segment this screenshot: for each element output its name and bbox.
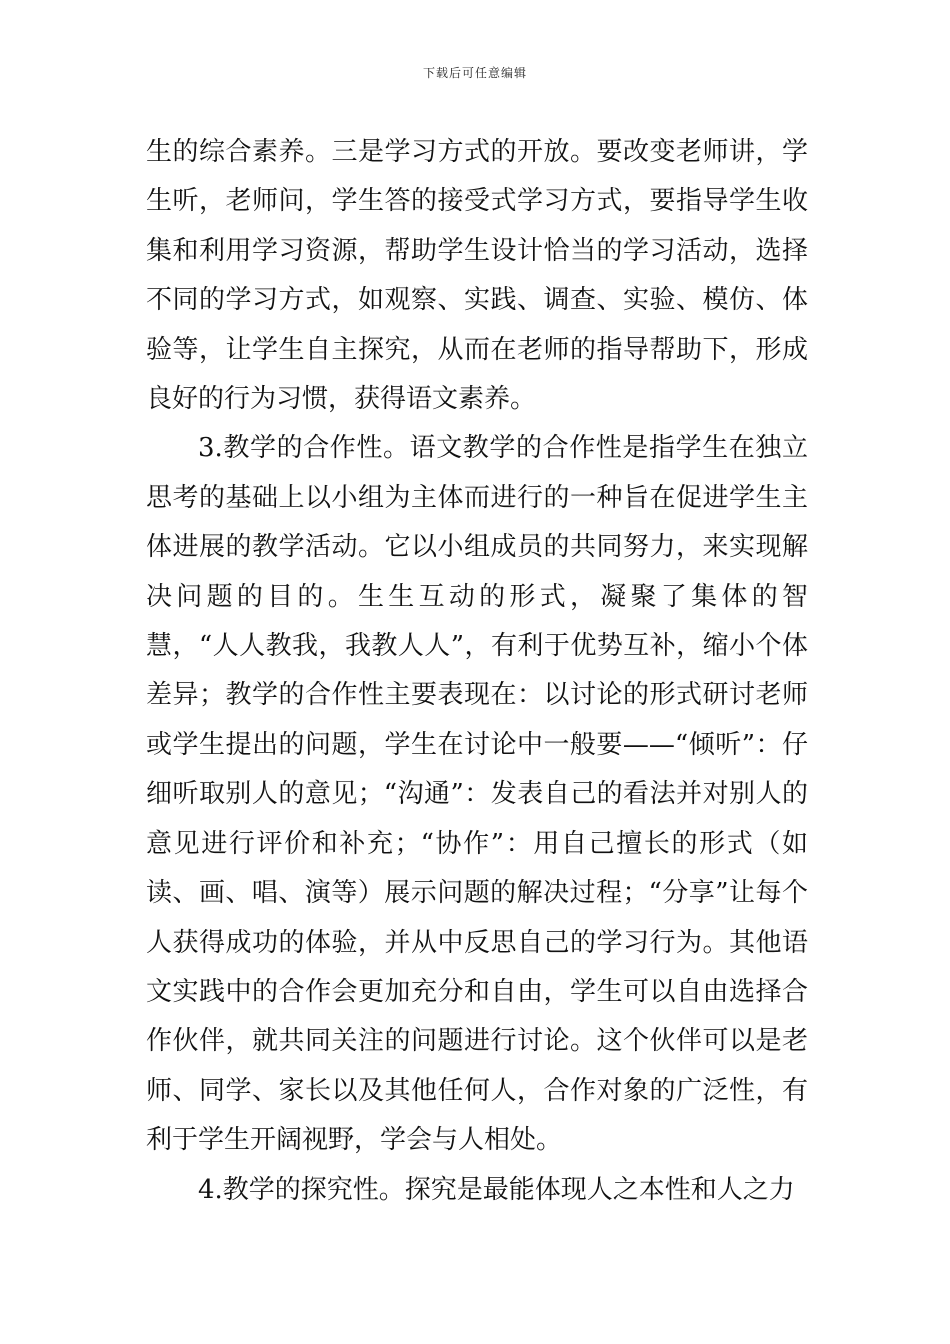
paragraph-continuation: 生的综合素养。三是学习方式的开放。要改变老师讲，学生听，老师问，学生答的接受式学习方式，要指导学生收集和利用学习资源，帮助学生设计恰当的学习活动，选择不同的学习方式，如观察、实践、调查、实验、模仿、体验等，让学生自主探究，从而在老师的指导帮助下，形成良好的行为习惯，获得语文素养。: [146, 137, 808, 415]
document-body: [146, 128, 808, 1215]
paragraph-cooperation: 3.教学的合作性。语文教学的合作性是指学生在独立思考的基础上以小组为主体而进行的一种旨在促进学生主体进展的教学活动。它以小组成员的共同努力，来实现解决问题的目的。生生互动的形式，凝聚了集体的智慧，“人人教我，我教人人”，有利于优势互补，缩小个体差异；教学的合作性主要表现在：以讨论的形式研讨老师或学生提出的问题，学生在讨论中一般要——“倾听”：仔细听取别人的意见；“沟通”：发表自己的看法并对别人的意见进行评价和补充；“协作”：用自己擅长的形式（如读、画、唱、演等）展示问题的解决过程；“分享”让每个人获得成功的体验，并从中反思自己的学习行为。其他语文实践中的合作会更加充分和自由，学生可以自由选择合作伙伴，就共同关注的问题进行讨论。这个伙伴可以是老师、同学、家长以及其他任何人，合作对象的广泛性，有利于学生开阔视野，学会与人相处。: [146, 433, 808, 1156]
page-header: 下载后可任意编辑: [422, 66, 527, 80]
paragraph-inquiry: 4.教学的探究性。探究是最能体现人之本性和人之力: [198, 1174, 795, 1205]
